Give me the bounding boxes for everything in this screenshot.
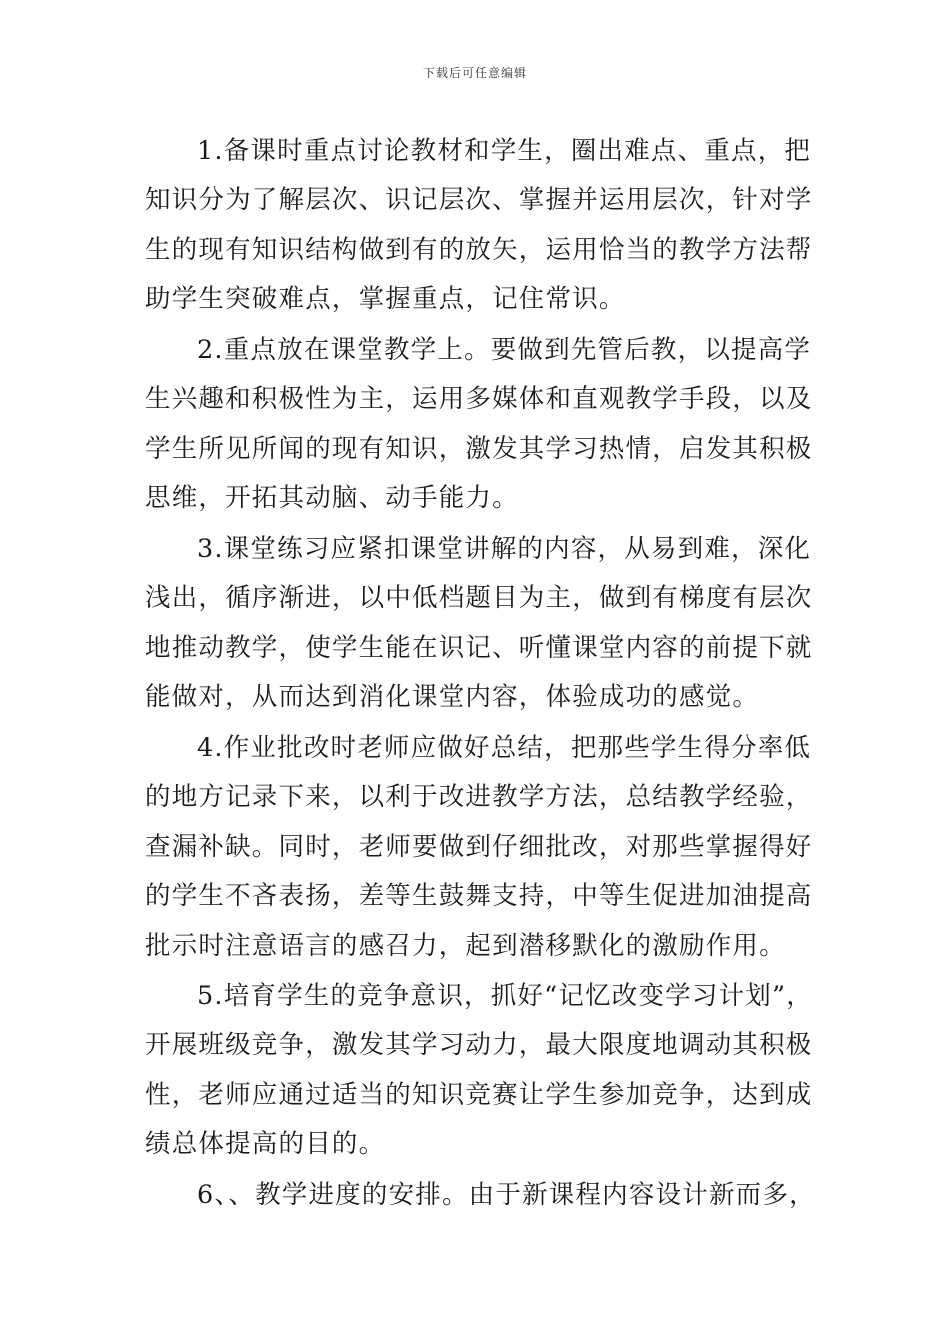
text-line: 绩总体提高的目的。: [145, 1129, 386, 1159]
text-line: 生的现有知识结构做到有的放矢，运用恰当的教学方法帮: [145, 235, 813, 265]
text-line: 助学生突破难点，掌握重点，记住常识。: [145, 284, 626, 314]
text-line: 生兴趣和积极性为主，运用多媒体和直观教学手段，以及: [145, 384, 813, 414]
text-line: 的地方记录下来，以利于改进教学方法，总结教学经验，: [145, 782, 813, 812]
text-line: 地推动教学，使学生能在识记、听懂课堂内容的前提下就: [145, 633, 813, 663]
text-line: 性，老师应通过适当的知识竞赛让学生参加竞争，达到成: [145, 1080, 813, 1110]
text-line: 4.作业批改时老师应做好总结，把那些学生得分率低: [197, 733, 812, 763]
text-line: 批示时注意语言的感召力，起到潜移默化的激励作用。: [145, 931, 786, 961]
text-line: 学生所见所闻的现有知识，激发其学习热情，启发其积极: [145, 434, 813, 464]
page-header: 下载后可任意编辑: [422, 66, 527, 80]
text-line: 6、、教学进度的安排。由于新课程内容设计新而多，: [197, 1180, 816, 1210]
text-line: 开展班级竞争，激发其学习动力，最大限度地调动其积极: [145, 1030, 813, 1060]
text-line: 知识分为了解层次、识记层次、掌握并运用层次，针对学: [145, 185, 813, 215]
text-line: 的学生不吝表扬，差等生鼓舞支持，中等生促进加油提高: [145, 881, 813, 911]
text-line: 查漏补缺。同时，老师要做到仔细批改，对那些掌握得好: [145, 832, 813, 862]
text-line: 2.重点放在课堂教学上。要做到先管后教，以提高学: [197, 335, 812, 365]
text-line: 能做对，从而达到消化课堂内容，体验成功的感觉。: [145, 682, 760, 712]
text-line: 1.备课时重点讨论教材和学生，圈出难点、重点，把: [197, 136, 812, 166]
text-line: 5.培育学生的竞争意识，抓好“记忆改变学习计划”，: [197, 981, 813, 1011]
text-line: 3.课堂练习应紧扣课堂讲解的内容，从易到难，深化: [197, 534, 812, 564]
text-line: 思维，开拓其动脑、动手能力。: [145, 483, 519, 513]
text-line: 浅出，循序渐进，以中低档题目为主，做到有梯度有层次: [145, 583, 813, 613]
